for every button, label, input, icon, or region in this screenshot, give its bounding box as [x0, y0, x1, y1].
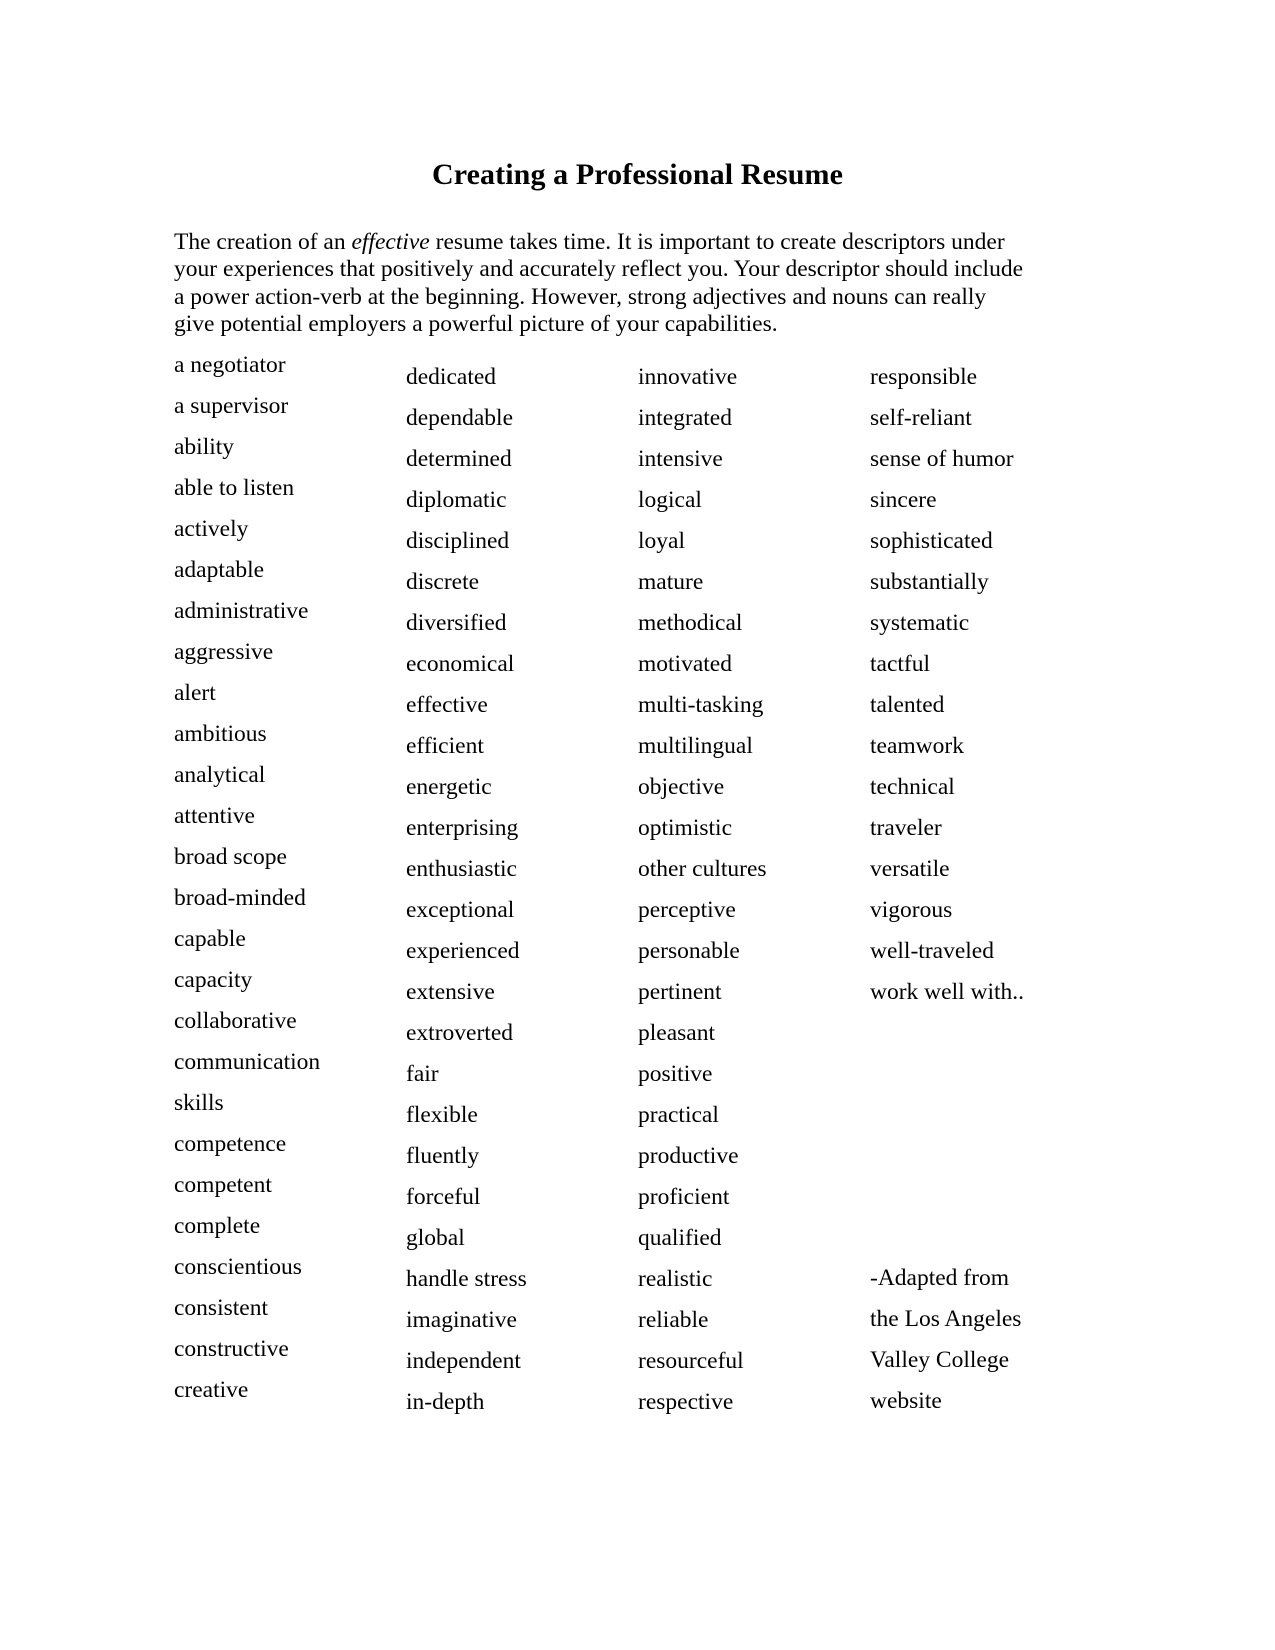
descriptor-word: respective: [638, 1389, 734, 1415]
attribution-line: Valley College: [870, 1347, 1010, 1373]
descriptor-word: tactful: [870, 651, 931, 677]
descriptor-word: integrated: [638, 405, 732, 431]
descriptor-word: adaptable: [174, 557, 265, 583]
descriptor-word: reliable: [638, 1307, 709, 1333]
descriptor-word: able to listen: [174, 475, 295, 501]
descriptor-word: traveler: [870, 815, 942, 841]
descriptor-word: proficient: [638, 1184, 730, 1210]
descriptor-word: objective: [638, 774, 725, 800]
descriptor-word: determined: [406, 446, 512, 472]
descriptor-word: creative: [174, 1377, 249, 1403]
descriptor-word: self-reliant: [870, 405, 972, 431]
descriptor-word: fluently: [406, 1143, 480, 1169]
descriptor-word: pleasant: [638, 1020, 715, 1046]
descriptor-word: extensive: [406, 979, 495, 1005]
descriptor-word: discrete: [406, 569, 480, 595]
descriptor-word: enterprising: [406, 815, 519, 841]
descriptor-word: capacity: [174, 967, 253, 993]
descriptor-word: global: [406, 1225, 465, 1251]
descriptor-word: alert: [174, 680, 216, 706]
intro-emphasis-word: effective: [351, 228, 430, 255]
descriptor-word: personable: [638, 938, 740, 964]
attribution-line: -Adapted from: [870, 1265, 1009, 1291]
intro-text-after-emphasis: resume takes time. It is important to create descriptors under your experiences that positively and accurately reflect you. Your descriptor should include a power action-verb at the beginning. However, strong adjectives and nouns can really give potential employers a powerful picture of your capabilities.: [174, 228, 1024, 337]
descriptor-word: flexible: [406, 1102, 478, 1128]
descriptor-word: methodical: [638, 610, 743, 636]
descriptor-word: extroverted: [406, 1020, 514, 1046]
descriptor-word: skills: [174, 1090, 224, 1116]
descriptor-word: realistic: [638, 1266, 713, 1292]
descriptor-word: analytical: [174, 762, 266, 788]
descriptor-word: exceptional: [406, 897, 515, 923]
page-title: Creating a Professional Resume: [431, 158, 844, 192]
descriptor-word: resourceful: [638, 1348, 744, 1374]
descriptor-word: complete: [174, 1213, 261, 1239]
descriptor-word: conscientious: [174, 1254, 302, 1280]
descriptor-word: efficient: [406, 733, 484, 759]
descriptor-word: experienced: [406, 938, 520, 964]
descriptor-word: handle stress: [406, 1266, 527, 1292]
descriptor-word: ambitious: [174, 721, 267, 747]
descriptor-word: well-traveled: [870, 938, 994, 964]
descriptor-word: energetic: [406, 774, 492, 800]
descriptor-word: forceful: [406, 1184, 481, 1210]
descriptor-word: positive: [638, 1061, 713, 1087]
word-column-3: [638, 357, 863, 1423]
descriptor-word: disciplined: [406, 528, 510, 554]
descriptor-word: communication: [174, 1049, 321, 1075]
descriptor-word: logical: [638, 487, 702, 513]
descriptor-word: substantially: [870, 569, 989, 595]
descriptor-word: enthusiastic: [406, 856, 517, 882]
descriptor-word: other cultures: [638, 856, 767, 882]
descriptor-word: responsible: [870, 364, 978, 390]
descriptor-word: teamwork: [870, 733, 964, 759]
word-column-2: [406, 357, 631, 1423]
descriptor-word: productive: [638, 1143, 739, 1169]
descriptor-word: competent: [174, 1172, 272, 1198]
descriptor-word: in-depth: [406, 1389, 485, 1415]
word-column-4: [870, 357, 1105, 1013]
descriptor-word: actively: [174, 516, 249, 542]
descriptor-word: competence: [174, 1131, 287, 1157]
descriptor-word: fair: [406, 1061, 439, 1087]
descriptor-word: perceptive: [638, 897, 736, 923]
descriptor-word: systematic: [870, 610, 970, 636]
descriptor-word: vigorous: [870, 897, 953, 923]
attribution: [870, 1258, 1110, 1422]
descriptor-word: a supervisor: [174, 393, 289, 419]
descriptor-word: dependable: [406, 405, 514, 431]
descriptor-word: independent: [406, 1348, 521, 1374]
descriptor-word: sophisticated: [870, 528, 993, 554]
descriptor-word: collaborative: [174, 1008, 297, 1034]
descriptor-word: sense of humor: [870, 446, 1014, 472]
descriptor-word: multi-tasking: [638, 692, 764, 718]
descriptor-word: talented: [870, 692, 945, 718]
descriptor-word: broad scope: [174, 844, 287, 870]
descriptor-word: diversified: [406, 610, 507, 636]
descriptor-word: qualified: [638, 1225, 722, 1251]
descriptor-word: mature: [638, 569, 704, 595]
descriptor-word: broad-minded: [174, 885, 306, 911]
descriptor-word: dedicated: [406, 364, 497, 390]
attribution-line: the Los Angeles: [870, 1306, 1022, 1332]
descriptor-word: economical: [406, 651, 515, 677]
attribution-line: website: [870, 1388, 942, 1414]
descriptor-word: consistent: [174, 1295, 268, 1321]
descriptor-word: attentive: [174, 803, 255, 829]
descriptor-word: multilingual: [638, 733, 753, 759]
descriptor-word: motivated: [638, 651, 732, 677]
descriptor-word: ability: [174, 434, 235, 460]
descriptor-word: constructive: [174, 1336, 289, 1362]
descriptor-word: administrative: [174, 598, 309, 624]
descriptor-word: sincere: [870, 487, 937, 513]
descriptor-word: diplomatic: [406, 487, 507, 513]
descriptor-word: innovative: [638, 364, 738, 390]
intro-text-before-emphasis: The creation of an: [174, 228, 352, 255]
descriptor-word: imaginative: [406, 1307, 517, 1333]
word-column-1: [174, 345, 399, 1411]
descriptor-word: loyal: [638, 528, 685, 554]
descriptor-word: practical: [638, 1102, 719, 1128]
descriptor-word: pertinent: [638, 979, 722, 1005]
descriptor-word: versatile: [870, 856, 950, 882]
descriptor-word: optimistic: [638, 815, 732, 841]
descriptor-word: a negotiator: [174, 352, 286, 378]
descriptor-word: intensive: [638, 446, 723, 472]
descriptor-word: work well with..: [870, 979, 1025, 1005]
descriptor-word: technical: [870, 774, 955, 800]
descriptor-word: effective: [406, 692, 488, 718]
descriptor-word: aggressive: [174, 639, 274, 665]
descriptor-word: capable: [174, 926, 246, 952]
